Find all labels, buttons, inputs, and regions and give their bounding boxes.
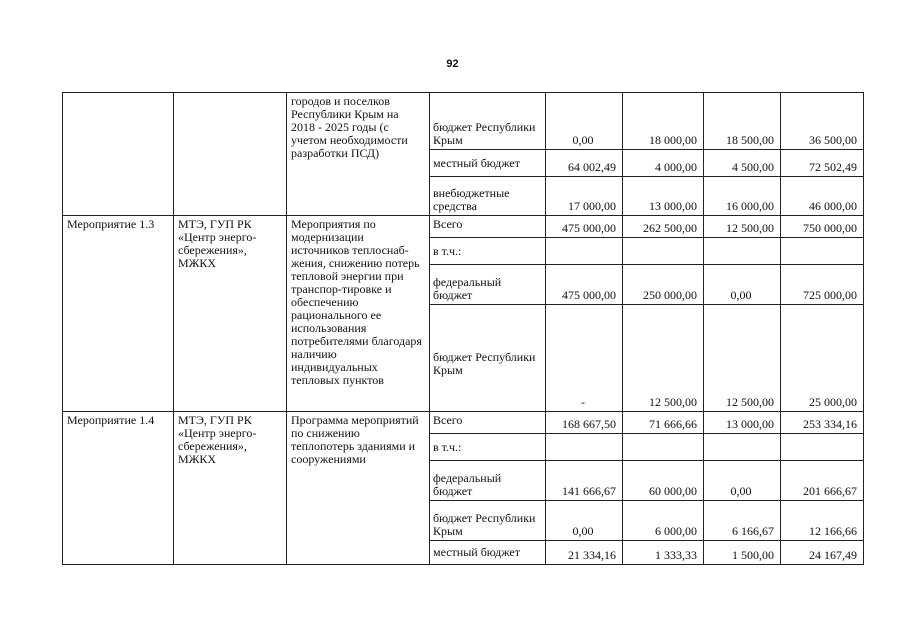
- value-cell: 21 334,16: [546, 541, 623, 565]
- value-cell: [546, 238, 623, 265]
- value-cell: 16 000,00: [704, 177, 781, 216]
- total-cell: 750 000,00: [781, 216, 864, 238]
- value-cell: 4 000,00: [623, 150, 704, 177]
- value-cell: [623, 434, 704, 461]
- total-cell: 24 167,49: [781, 541, 864, 565]
- value-cell: 12 500,00: [623, 305, 704, 412]
- funding-source-cell: федеральный бюджет: [430, 461, 546, 501]
- activity-cell: [63, 93, 174, 216]
- value-cell: [623, 238, 704, 265]
- description-cell: городов и поселков Республики Крым на 2018 - 2025 годы (с учетом необходимости разработки ПСД): [287, 93, 430, 216]
- funding-source-cell: федеральный бюджет: [430, 265, 546, 305]
- value-cell: 250 000,00: [623, 265, 704, 305]
- funding-source-cell: местный бюджет: [430, 150, 546, 177]
- value-cell: -: [546, 305, 623, 412]
- value-cell: 13 000,00: [623, 177, 704, 216]
- activity-cell: Мероприятие 1.4: [63, 412, 174, 565]
- total-cell: 25 000,00: [781, 305, 864, 412]
- value-cell: 18 500,00: [704, 93, 781, 150]
- page-number: 92: [446, 58, 459, 70]
- activity-cell: Мероприятие 1.3: [63, 216, 174, 412]
- value-cell: 64 002,49: [546, 150, 623, 177]
- value-cell: 12 500,00: [704, 216, 781, 238]
- value-cell: 1 500,00: [704, 541, 781, 565]
- funding-source-cell: в т.ч.:: [430, 238, 546, 265]
- total-cell: 12 166,66: [781, 501, 864, 541]
- funding-source-cell: местный бюджет: [430, 541, 546, 565]
- budget-table: [62, 92, 864, 565]
- value-cell: 475 000,00: [546, 216, 623, 238]
- value-cell: 60 000,00: [623, 461, 704, 501]
- value-cell: 262 500,00: [623, 216, 704, 238]
- value-cell: 0,00: [704, 265, 781, 305]
- description-cell: Программа мероприятий по снижению теплопотерь зданиями и сооружениями: [287, 412, 430, 565]
- funding-source-cell: Всего: [430, 216, 546, 238]
- value-cell: 12 500,00: [704, 305, 781, 412]
- value-cell: 0,00: [546, 501, 623, 541]
- value-cell: 6 166,67: [704, 501, 781, 541]
- value-cell: 141 666,67: [546, 461, 623, 501]
- total-cell: 46 000,00: [781, 177, 864, 216]
- funding-source-cell: бюджет Республики Крым: [430, 93, 546, 150]
- value-cell: 13 000,00: [704, 412, 781, 434]
- total-cell: [781, 238, 864, 265]
- value-cell: 71 666,66: [623, 412, 704, 434]
- value-cell: 18 000,00: [623, 93, 704, 150]
- table-row: [63, 216, 864, 238]
- executor-cell: МТЭ, ГУП РК «Центр энерго-сбережения», МЖКХ: [174, 412, 287, 565]
- funding-source-cell: внебюджетные средства: [430, 177, 546, 216]
- total-cell: 201 666,67: [781, 461, 864, 501]
- value-cell: 17 000,00: [546, 177, 623, 216]
- funding-source-cell: бюджет Республики Крым: [430, 501, 546, 541]
- description-cell: Мероприятия по модернизации источников теплоснаб-жения, снижению потерь тепловой энергии при транспор-тировке и обеспечению рационального ее использования потребителями благодаря наличию индивидуальных тепловых пунктов: [287, 216, 430, 412]
- total-cell: 253 334,16: [781, 412, 864, 434]
- executor-cell: МТЭ, ГУП РК «Центр энерго-сбережения», МЖКХ: [174, 216, 287, 412]
- funding-source-cell: в т.ч.:: [430, 434, 546, 461]
- value-cell: 475 000,00: [546, 265, 623, 305]
- funding-source-cell: бюджет Республики Крым: [430, 305, 546, 412]
- funding-source-cell: Всего: [430, 412, 546, 434]
- value-cell: [704, 238, 781, 265]
- value-cell: 4 500,00: [704, 150, 781, 177]
- value-cell: [546, 434, 623, 461]
- total-cell: 72 502,49: [781, 150, 864, 177]
- value-cell: 1 333,33: [623, 541, 704, 565]
- value-cell: [704, 434, 781, 461]
- total-cell: [781, 434, 864, 461]
- executor-cell: [174, 93, 287, 216]
- value-cell: 168 667,50: [546, 412, 623, 434]
- total-cell: 36 500,00: [781, 93, 864, 150]
- table-row: [63, 93, 864, 150]
- total-cell: 725 000,00: [781, 265, 864, 305]
- value-cell: 0,00: [704, 461, 781, 501]
- table-row: [63, 412, 864, 434]
- value-cell: 6 000,00: [623, 501, 704, 541]
- value-cell: 0,00: [546, 93, 623, 150]
